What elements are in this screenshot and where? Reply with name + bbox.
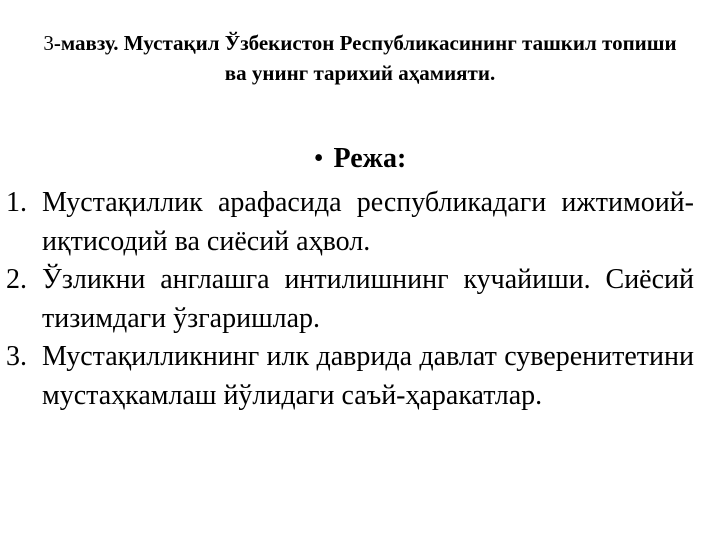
plan-heading: [0, 141, 720, 177]
list-item-number: 1.: [6, 187, 27, 218]
plan-label: Режа:: [333, 143, 407, 174]
bullet-icon: •: [313, 143, 324, 174]
title-number: 3: [43, 31, 54, 55]
list-item: [6, 184, 694, 261]
list-item: [6, 261, 694, 338]
list-item-number: 2.: [6, 264, 27, 295]
list-item-number: 3.: [6, 341, 27, 372]
plan-list: [6, 184, 694, 415]
list-item-text: Мустақиллик арафасида республикадаги ижтимоий-иқтисодий ва сиёсий аҳвол.: [42, 187, 694, 257]
slide-title: [30, 28, 690, 88]
title-text: -мавзу. Мустақил Ўзбекистон Республикасининг ташкил топиши ва унинг тарихий аҳамияти.: [53, 31, 677, 85]
list-item: [6, 338, 694, 415]
list-item-text: Мустақилликнинг илк даврида давлат суверенитетини мустаҳкамлаш йўлидаги саъй-ҳаракатлар.: [42, 341, 694, 411]
list-item-text: Ўзликни англашга интилишнинг кучайиши. Сиёсий тизимдаги ўзгаришлар.: [42, 264, 694, 334]
